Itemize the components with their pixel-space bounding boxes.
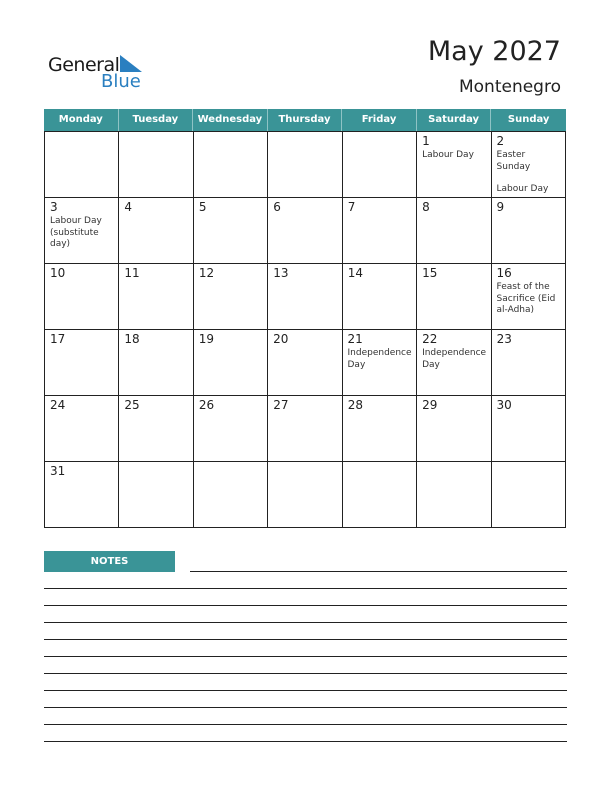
weekday-header [44,109,566,131]
day-cell[interactable] [343,396,417,462]
day-cell[interactable] [194,330,268,396]
day-number: 13 [273,266,289,280]
brand-general-text: General [48,54,120,76]
holiday-event: Independence Day [347,348,412,370]
day-cell[interactable] [492,264,566,330]
calendar-body [44,131,566,528]
day-number: 22 [422,332,438,346]
weekday-wednesday: Wednesday [193,109,268,131]
note-line [190,571,567,572]
week-row [45,198,566,264]
day-number: 18 [124,332,140,346]
weekday-saturday: Saturday [417,109,492,131]
note-line [44,707,567,708]
holiday-event: Labour Day [422,150,474,160]
day-number: 6 [273,200,281,214]
day-number: 31 [50,464,66,478]
holiday-event: Easter Sunday [496,150,531,172]
day-cell[interactable] [492,396,566,462]
day-number: 5 [198,200,207,214]
day-cell[interactable] [343,330,418,396]
note-line [44,605,567,606]
day-cell[interactable] [268,264,342,330]
day-number: 24 [50,398,66,412]
holiday-event: Independence Day [422,348,487,370]
day-number: 12 [198,266,215,280]
day-number: 1 [422,134,430,148]
day-number: 28 [347,398,363,412]
day-cell[interactable] [194,198,268,264]
brand-triangle-icon [120,55,142,72]
day-number: 10 [50,266,66,280]
calendar-country: Montenegro [458,77,561,97]
day-number: 17 [50,332,66,346]
day-number: 16 [496,266,512,280]
day-cell[interactable] [343,132,417,198]
day-cell[interactable] [45,462,119,528]
day-cell[interactable] [268,198,342,264]
day-cell[interactable] [194,132,268,198]
note-line [44,639,567,640]
weekday-thursday: Thursday [268,109,343,131]
day-number: 19 [198,332,215,346]
day-number: 25 [124,398,140,412]
day-number: 9 [496,200,505,214]
day-cell[interactable] [119,396,193,462]
day-cell[interactable] [45,330,119,396]
notes-label: NOTES [44,551,175,572]
day-cell[interactable] [492,330,566,396]
note-line [44,656,567,657]
day-number: 8 [422,200,430,214]
day-number: 20 [273,332,289,346]
day-cell[interactable] [45,132,119,198]
day-number: 23 [496,332,512,346]
day-number: 26 [198,398,215,412]
note-line [44,673,567,674]
calendar-title: May 2027 [427,36,561,67]
calendar-grid [44,109,566,528]
week-row [45,264,566,330]
day-cell[interactable] [119,330,193,396]
day-cell[interactable] [417,396,491,462]
day-number: 29 [422,398,438,412]
day-cell[interactable] [343,264,417,330]
day-number: 30 [496,398,512,412]
day-cell[interactable] [268,330,342,396]
day-number: 21 [347,332,363,346]
week-row [45,330,566,396]
day-cell[interactable] [268,462,342,528]
holiday-event: Labour Day [496,184,549,194]
day-cell[interactable] [119,132,193,198]
day-cell[interactable] [343,198,417,264]
note-line [44,741,567,742]
day-cell[interactable] [45,264,119,330]
weekday-sunday: Sunday [507,114,550,125]
day-cell[interactable] [268,396,342,462]
day-number: 15 [422,266,438,280]
day-cell[interactable] [417,264,491,330]
holiday-event: Labour Day (substitute day) [50,216,102,249]
day-cell[interactable] [343,462,417,528]
day-cell[interactable] [119,462,193,528]
note-line [44,724,567,725]
day-cell[interactable] [119,198,193,264]
note-line [44,690,567,691]
day-cell[interactable] [417,132,491,198]
week-row [45,396,566,462]
day-number: 7 [347,200,356,214]
day-cell[interactable] [194,264,268,330]
brand-blue-text: Blue [101,71,141,92]
note-line [44,588,567,589]
day-cell[interactable] [417,330,492,396]
day-cell[interactable] [45,198,119,264]
day-number: 3 [50,200,58,214]
holiday-event: Feast of the Sacrifice (Eid al-Adha) [496,282,556,315]
day-cell[interactable] [268,132,342,198]
week-row [45,132,566,198]
week-row [45,462,566,528]
note-line [44,622,567,623]
day-cell[interactable] [417,198,491,264]
day-cell[interactable] [194,462,268,528]
day-cell[interactable] [119,264,193,330]
day-cell[interactable] [417,462,491,528]
day-cell[interactable] [492,132,566,198]
weekday-tuesday: Tuesday [119,109,194,131]
day-cell[interactable] [194,396,268,462]
day-number: 27 [273,398,289,412]
day-cell[interactable] [45,396,119,462]
brand-logo [48,52,148,92]
weekday-friday: Friday [342,109,417,131]
day-cell[interactable] [492,198,566,264]
day-number: 2 [496,134,505,148]
day-number: 11 [124,266,140,280]
day-cell[interactable] [492,462,566,528]
weekday-monday: Monday [44,109,119,131]
day-number: 4 [124,200,133,214]
day-number: 14 [347,266,363,280]
